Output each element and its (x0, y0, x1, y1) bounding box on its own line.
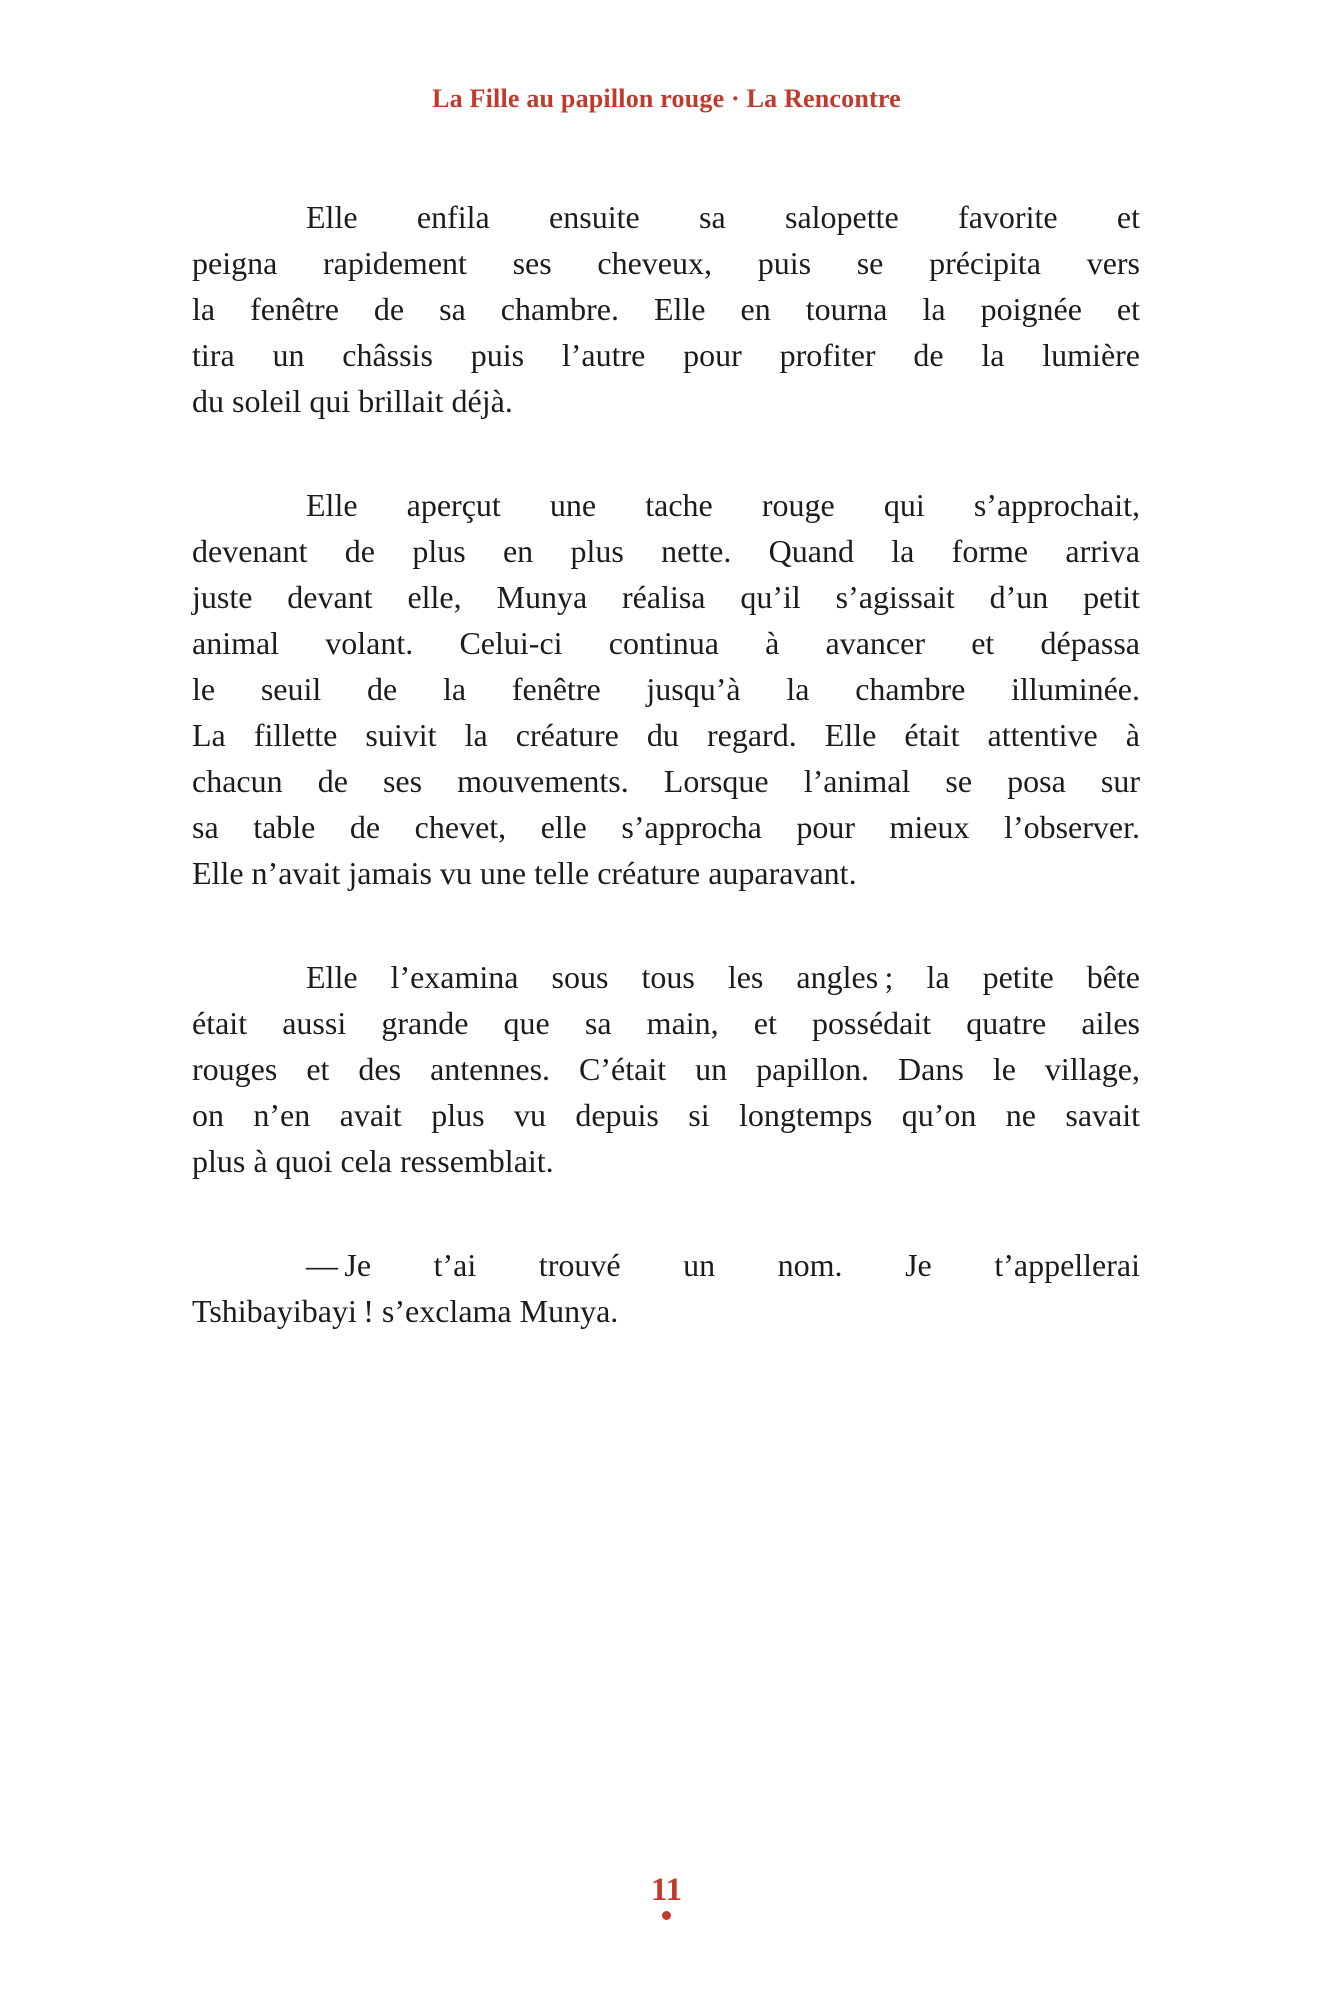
text-line: Elle l’examina sous tous les angles ; la petite bête (306, 959, 1140, 995)
text-line: peigna rapidement ses cheveux, puis se précipita vers (192, 245, 1140, 281)
paragraph (192, 1242, 1140, 1334)
running-header: La Fille au papillon rouge · La Rencontre (432, 84, 901, 113)
page-number: 11 (650, 1872, 683, 1908)
text-line: tira un châssis puis l’autre pour profiter de la lumière (192, 337, 1140, 373)
body-text (192, 194, 1140, 1392)
paragraph (192, 194, 1140, 424)
text-line: la fenêtre de sa chambre. Elle en tourna la poignée et (192, 291, 1140, 327)
page-footer (0, 1872, 1333, 1920)
text-line: était aussi grande que sa main, et possédait quatre ailes (192, 1005, 1140, 1041)
text-line: devenant de plus en plus nette. Quand la forme arriva (192, 533, 1140, 569)
text-line: du soleil qui brillait déjà. (192, 383, 513, 419)
text-line: rouges et des antennes. C’était un papillon. Dans le village, (192, 1051, 1140, 1087)
text-line: plus à quoi cela ressemblait. (192, 1143, 554, 1179)
text-line: — Je t’ai trouvé un nom. Je t’appellerai (306, 1247, 1140, 1283)
paragraph (192, 482, 1140, 896)
text-line: on n’en avait plus vu depuis si longtemps qu’on ne savait (192, 1097, 1140, 1133)
text-line: juste devant elle, Munya réalisa qu’il s’agissait d’un petit (192, 579, 1140, 615)
text-line: le seuil de la fenêtre jusqu’à la chambre illuminée. (192, 671, 1140, 707)
text-line: La fillette suivit la créature du regard. Elle était attentive à (192, 717, 1140, 753)
text-line: chacun de ses mouvements. Lorsque l’animal se posa sur (192, 763, 1140, 799)
text-line: Tshibayibayi ! s’exclama Munya. (192, 1293, 619, 1329)
page-number-dot (662, 1911, 671, 1920)
text-line: sa table de chevet, elle s’approcha pour mieux l’observer. (192, 809, 1140, 845)
text-line: Elle n’avait jamais vu une telle créature auparavant. (192, 855, 857, 891)
text-line: animal volant. Celui-ci continua à avancer et dépassa (192, 625, 1140, 661)
paragraph (192, 954, 1140, 1184)
text-line: Elle aperçut une tache rouge qui s’approchait, (306, 487, 1140, 523)
text-line: Elle enfila ensuite sa salopette favorite et (306, 199, 1140, 235)
